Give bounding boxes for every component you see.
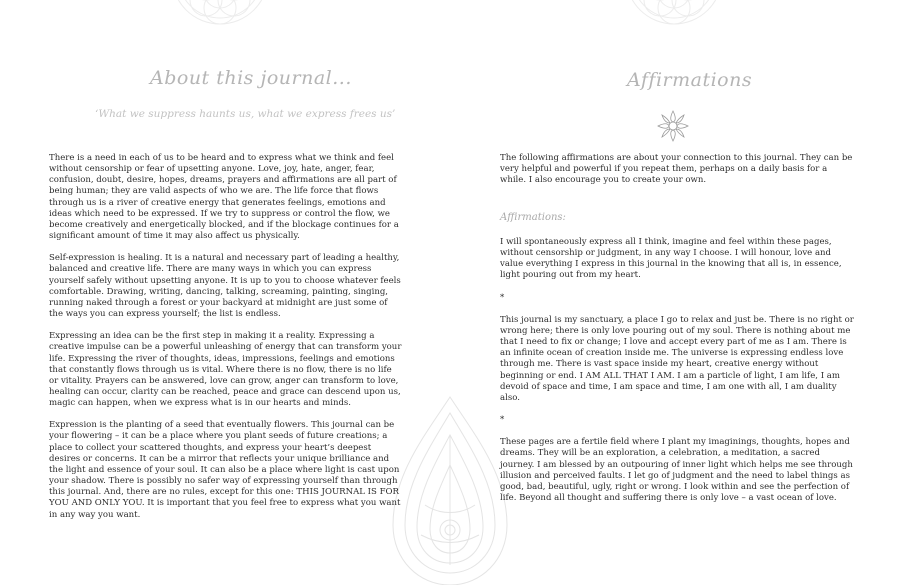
paragraph: There is a need in each of us to be heard and to express what we think and feel without censorship or fear of upsetting anyone. Love, joy, hate, anger, fear, confusion, doubt, desire, hopes, dreams, prayers and affirmations are all part of being human; they are valid aspects of who we are. The life force that flows through us is a river of creative energy that generates feelings, emotions and ideas which need to be expressed. If we try to suppress or control the flow, we become creatively and energetically blocked, and if the blockage continues for a significant amount of time it may also affect us physically. xyxy=(49,153,399,242)
affirmation: These pages are a fertile field where I plant my imaginings, thoughts, hopes and dreams. They will be an exploration, a celebration, a meditation, a sacred journey. I am blessed by an outpouring of inner light which helps me see through illusion and perceived faults. I let go of judgment and the need to label things as good, bad, beautiful, ugly, right or wrong. I look within and see the perfection of life. Beyond all thought and suffering there is only love – a vast ocean of love. xyxy=(500,437,853,503)
affirmation: This journal is my sanctuary, a place I go to relax and just be. There is no right or wrong here; there is only love pouring out of my soul. There is nothing about me that I need to fix or change; I love and accept every part of me as I am. There is an infinite ocean of creation inside me. The universe is expressing endless love through me. There is vast space inside my heart, creative energy without beginning or end. I AM ALL THAT I AM. I am a particle of light, I am life, I am devoid of space and time, I am space and time, I am one with all, I am duality also. xyxy=(500,314,854,403)
intro-text xyxy=(500,153,855,197)
affirmations-list xyxy=(500,237,855,515)
affirmation: I will spontaneously express all I think, imagine and feel within these pages, without censorship or judgment, in any way I choose. I will honour, love and value everything I express in this journal in the knowing that all is, in essence, light pouring out from my heart. xyxy=(500,237,842,281)
separator-star: * xyxy=(500,415,505,426)
page-title: About this journal... xyxy=(150,67,352,89)
paragraph: Self-expression is healing. It is a natural and necessary part of leading a healthy, balanced and creative life. There are many ways in which you can express yourself safely without upsetting anyone. It is up to you to choose whatever feels comfortable. Drawing, writing, dancing, talking, screaming, painting, singing, running naked through a forest or your backyard at midnight are just some of the ways you can express yourself; the list is endless. xyxy=(49,253,401,320)
paragraph: Expressing an idea can be the first step in making it a reality. Expressing a creative impulse can be a powerful unleashing of energy that can transform your life. Expressing the river of thoughts, ideas, impressions, feelings and emotions that constantly flows through us is vital. Where there is no flow, there is no life or vitality. Prayers can be answered, love can grow, anger can transform to love, healing can occur, clarity can be reached, peace and grace can descend upon us, magic can happen, when we express what is in our hearts and minds. xyxy=(49,331,402,409)
page-title: Affirmations xyxy=(627,69,753,91)
paragraph: Expression is the planting of a seed that eventually flowers. This journal can be your flowering – it can be a place where you plant seeds of future creations; a place to collect your scattered thoughts, and express your heart’s deepest desires or concerns. It can be a mirror that reflects your unique brilliance and the light and essence of your soul. It can also be a place where light is cast upon your shadow. There is possibly no safer way of expressing yourself than through this journal. And, there are no rules, except for this one: THIS JOURNAL IS FOR YOU AND ONLY YOU. It is important that you feel free to express what you want in any way you want. xyxy=(49,420,401,520)
affirmations-subheading: Affirmations: xyxy=(500,212,566,223)
lotus-ornament-icon xyxy=(656,109,690,143)
epigraph-quote: ‘What we suppress haunts us, what we express frees us’ xyxy=(95,108,396,120)
separator-star: * xyxy=(500,292,505,303)
body-text xyxy=(49,153,402,532)
mandala-top-right-decoration xyxy=(604,0,744,26)
mandala-top-left-decoration xyxy=(150,0,290,26)
right-page xyxy=(450,0,900,585)
intro-paragraph: The following affirmations are about your connection to this journal. They can be very helpful and powerful if you repeat them, perhaps on a daily basis for a while. I also encourage you to create your own. xyxy=(500,153,853,186)
